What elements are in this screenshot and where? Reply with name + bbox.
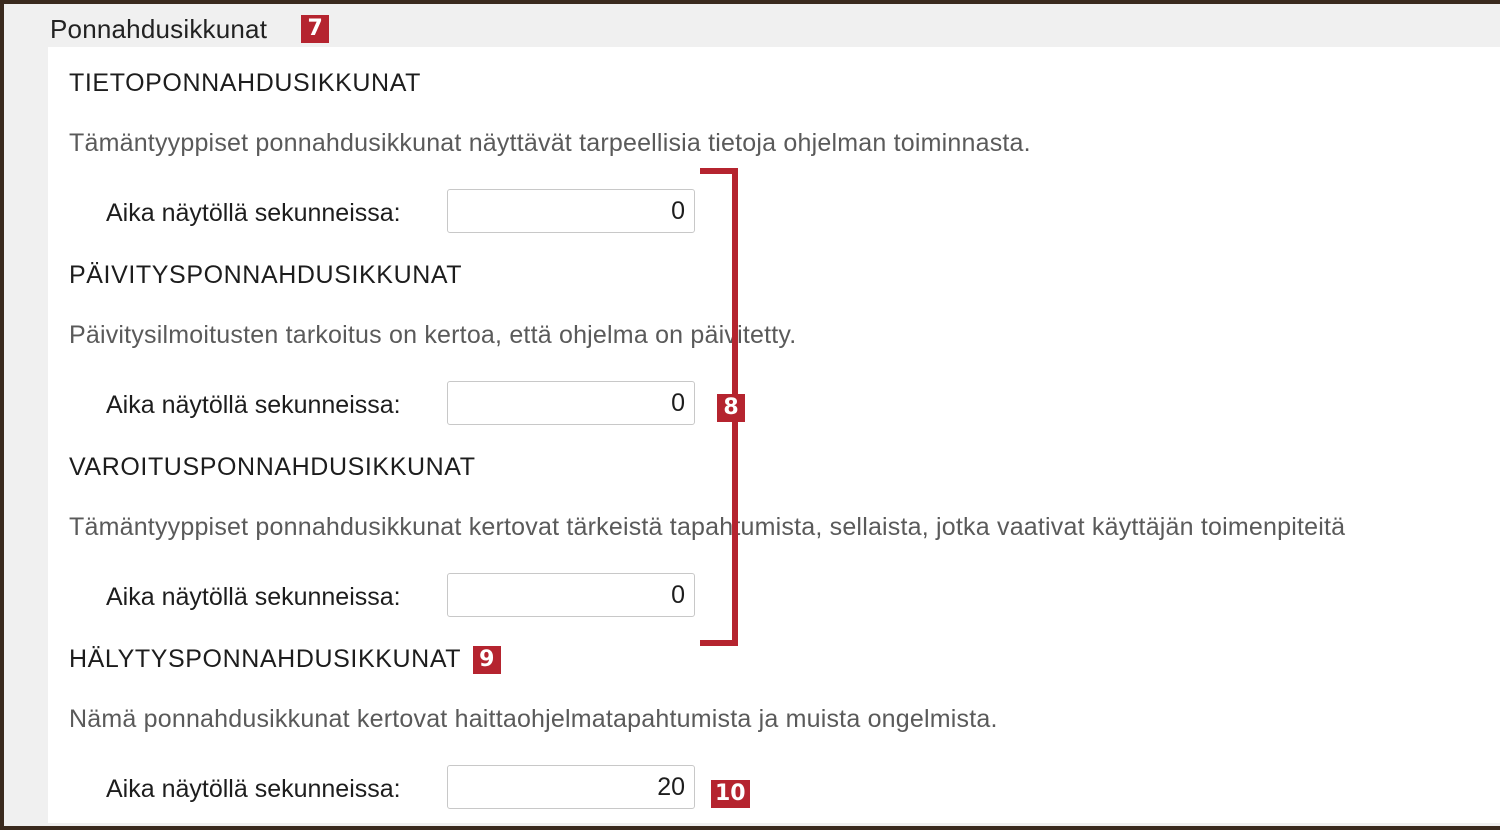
- section-title: [69, 453, 476, 482]
- section-warning-popups: [48, 431, 1500, 623]
- group-title: Ponnahdusikkunat: [50, 13, 268, 44]
- section-title: [69, 69, 421, 98]
- section-title-text: HÄLYTYSPONNAHDUSIKKUNAT: [69, 645, 462, 673]
- group-header: [50, 12, 329, 46]
- section-title: [69, 645, 501, 674]
- section-description: Tämäntyyppiset ponnahdusikkunat näyttävät tarpeellisia tietoja ohjelman toiminnasta.: [69, 129, 1031, 157]
- section-title: [69, 261, 462, 290]
- callout-badge-9: 9: [473, 646, 501, 674]
- alarm-duration-input[interactable]: [447, 765, 695, 809]
- section-title-text: TIETOPONNAHDUSIKKUNAT: [69, 69, 421, 97]
- warning-duration-input[interactable]: [447, 573, 695, 617]
- window-frame: [4, 4, 1500, 826]
- update-duration-input[interactable]: [447, 381, 695, 425]
- duration-label: Aika näytöllä sekunneissa:: [106, 583, 401, 611]
- section-update-popups: [48, 239, 1500, 431]
- duration-label: Aika näytöllä sekunneissa:: [106, 775, 401, 803]
- section-description: Nämä ponnahdusikkunat kertovat haittaohjelmatapahtumista ja muista ongelmista.: [69, 705, 998, 733]
- callout-badge-8: 8: [717, 394, 745, 422]
- callout-badge-7: 7: [301, 15, 329, 43]
- duration-label: Aika näytöllä sekunneissa:: [106, 199, 401, 227]
- callout-badge-10: 10: [711, 780, 750, 808]
- section-info-popups: [48, 47, 1500, 239]
- settings-panel: [48, 47, 1500, 823]
- info-duration-input[interactable]: [447, 189, 695, 233]
- section-description: Tämäntyyppiset ponnahdusikkunat kertovat tärkeistä tapahtumista, sellaista, jotka vaativat käyttäjän toimenpiteitä: [69, 513, 1346, 541]
- section-description: Päivitysilmoitusten tarkoitus on kertoa, että ohjelma on päivitetty.: [69, 321, 797, 349]
- duration-label: Aika näytöllä sekunneissa:: [106, 391, 401, 419]
- section-alarm-popups: [48, 623, 1500, 815]
- section-title-text: PÄIVITYSPONNAHDUSIKKUNAT: [69, 261, 463, 289]
- section-title-text: VAROITUSPONNAHDUSIKKUNAT: [69, 453, 476, 481]
